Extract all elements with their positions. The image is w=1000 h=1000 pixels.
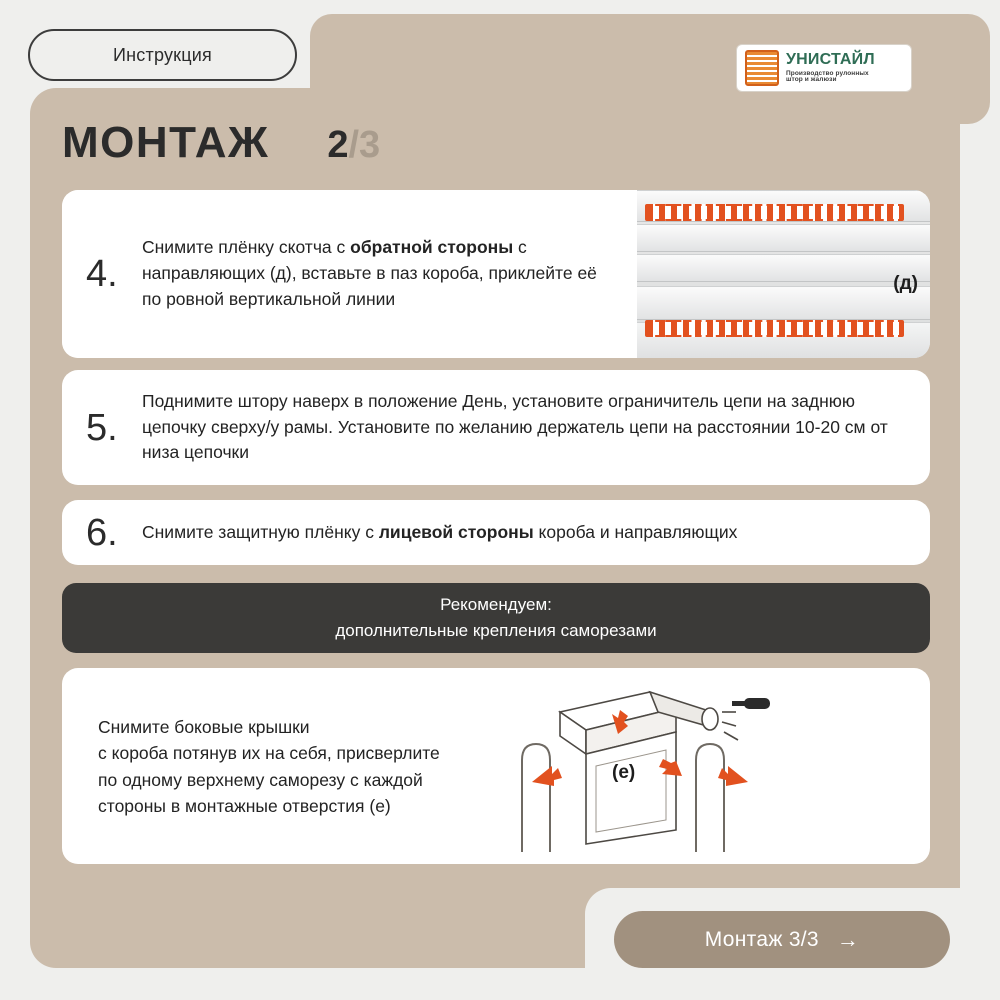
page-current: 2 [327, 124, 349, 166]
step-4-text [142, 235, 619, 313]
step-4-text-a: Снимите плёнку скотча с [142, 237, 351, 258]
step-4-photo [637, 190, 930, 358]
recommendation-line2: дополнительные крепления саморезами [335, 621, 657, 640]
step-block-6 [62, 500, 930, 565]
logo-subtitle-line1: Производство рулонных [786, 69, 869, 77]
tape-strip-top [645, 204, 904, 221]
brand-logo [736, 44, 912, 92]
page-separator: / [348, 124, 360, 166]
logo-text [786, 52, 875, 84]
page-title [62, 118, 380, 168]
step-6-text [142, 520, 737, 546]
next-page-button[interactable] [614, 911, 950, 968]
installation-diagram [500, 682, 800, 857]
callout-label-d: (д) [893, 273, 918, 295]
step-6-text-a: Снимите защитную плёнку с [142, 521, 379, 542]
diagram-label-e: (е) [612, 762, 636, 783]
title-text: МОНТАЖ [62, 118, 270, 167]
instruction-pill[interactable] [28, 29, 297, 81]
step-6-text-bold: лицевой стороны [378, 521, 534, 542]
step-4-number: 4. [86, 253, 118, 295]
arrow-right-icon: → [836, 926, 860, 952]
page-total: 3 [359, 124, 381, 166]
logo-title: УНИСТАЙЛ [786, 50, 875, 68]
step-block-4 [62, 190, 930, 358]
blind-icon [745, 50, 779, 86]
bottom-line-1: Снимите боковые крышки [98, 717, 310, 737]
step-4-content [62, 190, 637, 358]
step-5-number: 5. [86, 406, 118, 449]
recommendation-bar [62, 583, 930, 653]
step-block-5 [62, 370, 930, 485]
bottom-instruction-text [98, 714, 548, 819]
bottom-line-3: по одному верхнему саморезу с каждой [98, 769, 423, 790]
logo-subtitle-line2: штор и жалюзи [786, 76, 837, 84]
bottom-instruction-block [62, 668, 930, 864]
step-5-text: Поднимите штору наверх в положение День, установите ограничитель цепи на заднюю цепочку сверху/у рамы. Установите по желанию держатель цепи на расстоянии 10-20 см от низа цепочки [142, 390, 888, 463]
next-page-label: Монтаж 3/3 [704, 927, 819, 951]
bottom-line-2: с короба потянув их на себя, присверлите [98, 743, 440, 764]
recommendation-line1: Рекомендуем: [440, 594, 552, 614]
step-4-text-bold: обратной стороны [350, 237, 514, 258]
step-6-text-b: короба и направляющих [533, 521, 738, 542]
page-counter [327, 124, 380, 167]
step-6-number: 6. [86, 511, 118, 554]
instruction-label: Инструкция [113, 44, 212, 65]
step-4-text-b: с направляющих (д), вставьте в паз короба, приклейте её по ровной вертикальной линии [142, 237, 597, 309]
bottom-line-4: стороны в монтажные отверстия (е) [98, 795, 391, 816]
tape-strip-bottom [645, 320, 904, 337]
